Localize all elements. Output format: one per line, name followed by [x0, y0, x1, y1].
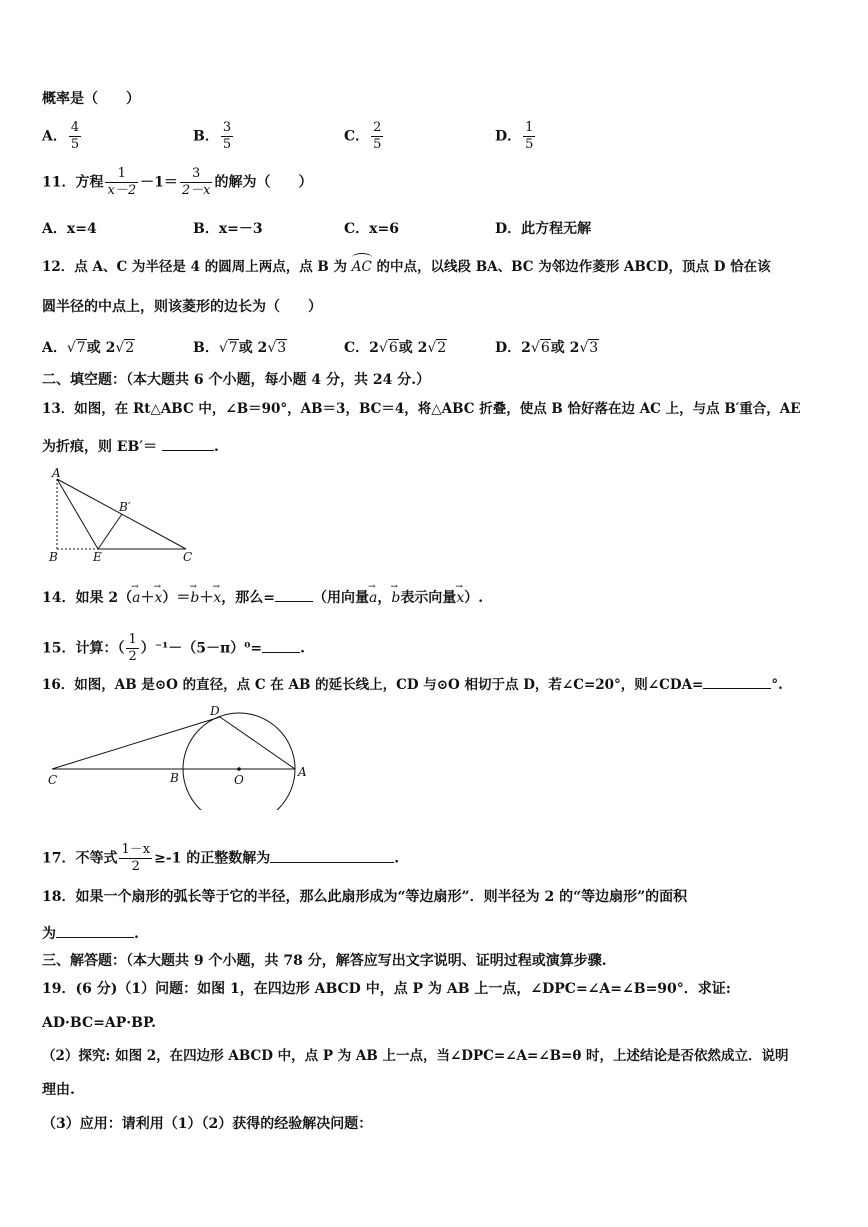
coef: 2 — [521, 340, 531, 356]
fraction — [119, 842, 152, 875]
q17-end: . — [394, 850, 400, 867]
sqrt: √6 — [530, 340, 550, 356]
numerator: 4 — [70, 120, 80, 135]
q11-option-d[interactable]: D．此方程无解 — [495, 221, 592, 237]
sqrt: √7 — [66, 340, 86, 356]
q19-line-2: AD·BC=AP·BP. — [42, 1015, 157, 1031]
q13-end: . — [213, 439, 219, 455]
q17-text — [42, 842, 399, 875]
label-d: D — [210, 704, 220, 718]
sqrt: √6 — [378, 340, 398, 356]
q18-end: . — [134, 926, 139, 942]
denominator: x－2 — [107, 183, 137, 198]
label-a: A — [298, 765, 307, 779]
q11-prefix: 11．方程 — [42, 174, 104, 191]
q12-option-a[interactable] — [42, 337, 135, 357]
numerator: 3 — [192, 166, 201, 181]
numerator: 1 — [117, 166, 126, 181]
circle-o — [183, 713, 295, 810]
sqrt: √7 — [218, 340, 238, 356]
sqrt: √3 — [579, 340, 599, 356]
q19-line-3: （2）探究: 如图 2，在四边形 ABCD 中，点 P 为 AB 上一点，当∠DPC=∠A=∠B=θ 时，上述结论是否依然成立．说明 — [42, 1048, 789, 1064]
q13-triangle-diagram — [40, 464, 210, 566]
center-point — [237, 767, 241, 771]
radicand: 2 — [125, 340, 135, 356]
coef: 2 — [369, 340, 379, 356]
q14-then: ，那么= — [221, 590, 275, 606]
q17-answer-blank[interactable] — [270, 848, 394, 863]
option-mid: 或 2 — [86, 340, 116, 356]
segment-eb-prime — [98, 514, 122, 549]
label-b-prime: B′ — [119, 500, 131, 514]
numerator: 1 — [525, 120, 534, 135]
option-letter: D． — [495, 340, 522, 356]
q16-answer-blank[interactable] — [703, 674, 771, 689]
q15-end: . — [300, 640, 306, 657]
option-letter: D． — [495, 128, 522, 145]
radicand: 6 — [540, 340, 550, 356]
q14-note: （用向量 — [312, 590, 369, 606]
numerator: 1 — [128, 632, 137, 647]
option-mid: 或 2 — [238, 340, 268, 356]
q19-line-5: （3）应用：请利用（1）（2）获得的经验解决问题： — [42, 1116, 373, 1132]
q11-suffix: 的解为（ ） — [214, 174, 313, 191]
q15-answer-blank[interactable] — [262, 638, 300, 653]
radicand: 6 — [388, 340, 398, 356]
vector-b: → b — [391, 589, 400, 607]
vector-b: → b — [190, 589, 199, 607]
label-c: C — [183, 550, 193, 564]
q10-option-a[interactable] — [42, 120, 83, 153]
q12-option-b[interactable] — [193, 337, 287, 357]
q14-note-end: ）. — [464, 590, 484, 606]
q12-text-b: 的中点，以线段 BA、BC 为邻边作菱形 ABCD，顶点 D 恰在该 — [376, 259, 771, 275]
vector-x: → x — [154, 589, 162, 607]
q15-prefix: 15．计算：（ — [42, 640, 125, 657]
option-letter: C． — [344, 340, 370, 356]
vector-x: → x — [213, 589, 221, 607]
q16-text — [42, 674, 783, 694]
option-letter: A． — [42, 340, 67, 356]
denominator: 5 — [373, 137, 382, 152]
q11-option-c[interactable]: C．x=6 — [344, 221, 399, 237]
q13-answer-blank[interactable] — [162, 436, 214, 451]
radicand: 2 — [437, 340, 447, 356]
radicand: 7 — [228, 340, 238, 356]
label-e: E — [93, 550, 102, 564]
q13-line-1: 13．如图，在 Rt△ABC 中，∠B＝90°，AB＝3，BC＝4，将△ABC 折叠，使点 B 恰好落在边 AC 上，与点 B′重合，AE — [42, 401, 801, 417]
q15-rest: ）⁻¹－（5－π）⁰= — [140, 640, 263, 657]
fraction — [126, 632, 138, 665]
q18-answer-blank[interactable] — [56, 923, 134, 938]
plus: ＋ — [140, 590, 155, 606]
vector-a: → a — [369, 589, 377, 607]
label-a: A — [52, 466, 61, 480]
q19-line-1: 19．(6 分)（1）问题：如图 1，在四边形 ABCD 中，点 P 为 AB 上一点，∠DPC=∠A=∠B=90°．求证: — [42, 981, 731, 997]
q19-line-4: 理由. — [42, 1082, 75, 1098]
sqrt: √2 — [427, 340, 447, 356]
label-b: B — [170, 771, 179, 785]
q14-text — [42, 587, 483, 607]
option-letter: B． — [193, 340, 219, 356]
q16-end: °. — [771, 677, 783, 693]
q18-line-1: 18．如果一个扇形的弧长等于它的半径，那么此扇形成为“等边扇形”．则半径为 2 的“等边扇形”的面积 — [42, 889, 688, 905]
denominator: 5 — [525, 137, 534, 152]
option-letter: A． — [42, 128, 67, 145]
q10-text: 概率是（ ） — [42, 91, 140, 107]
plus: ＋ — [199, 590, 214, 606]
q14-note: 表示向量 — [400, 590, 457, 606]
q11-option-b[interactable]: B．x=－3 — [193, 221, 263, 237]
q12-line-1 — [42, 258, 771, 276]
denominator: 2 — [119, 858, 152, 875]
vector-a: → a — [132, 589, 140, 607]
numerator: 2 — [373, 120, 382, 135]
q13-line-2 — [42, 436, 219, 456]
q12-text-a: 12．点 A、C 为半径是 4 的圆周上两点，点 B 为 — [42, 259, 348, 275]
fraction — [371, 120, 383, 153]
q13-text: 为折痕，则 EB′＝ — [42, 439, 158, 455]
fraction — [523, 120, 535, 153]
q12-option-d[interactable] — [495, 337, 599, 357]
q12-option-c[interactable] — [344, 337, 447, 357]
q18-line-2 — [42, 923, 139, 943]
option-letter: B． — [193, 128, 219, 145]
denominator: 5 — [70, 137, 80, 152]
fraction — [180, 166, 213, 199]
section-2-heading: 二、填空题：（本大题共 6 个小题，每小题 4 分，共 24 分.） — [42, 372, 431, 388]
numerator: 1－x — [121, 842, 151, 857]
option-mid: 或 2 — [398, 340, 428, 356]
q14-answer-blank[interactable] — [275, 587, 313, 602]
q14-prefix: 14．如果 2（ — [42, 590, 133, 606]
q16-circle-diagram — [40, 700, 320, 810]
segment-cd — [52, 717, 220, 769]
q17-prefix: 17．不等式 — [42, 850, 118, 867]
label-b: B — [49, 550, 58, 564]
option-letter: C． — [344, 128, 370, 145]
q10-option-d[interactable] — [495, 120, 537, 153]
radicand: 3 — [589, 340, 599, 356]
radicand: 3 — [277, 340, 287, 356]
q11-option-a[interactable]: A．x=4 — [42, 221, 97, 237]
q15-text — [42, 632, 305, 665]
q10-option-b[interactable] — [193, 120, 235, 153]
q12-line-2: 圆半径的中点上，则该菱形的边长为（ ） — [42, 299, 322, 315]
q11-text — [42, 166, 312, 199]
q10-option-c[interactable] — [344, 120, 385, 153]
q18-text: 为 — [42, 926, 56, 942]
segment-da — [220, 717, 295, 769]
sqrt: √2 — [115, 340, 135, 356]
vector-x: → x — [456, 589, 464, 607]
q14-eq: ）＝ — [162, 590, 191, 606]
fraction — [69, 120, 81, 153]
q16-body: 16．如图，AB 是⊙O 的直径，点 C 在 AB 的延长线上，CD 与⊙O 相切于点 D，若∠C=20°，则∠CDA= — [42, 677, 704, 693]
separator: ， — [377, 590, 392, 606]
option-mid: 或 2 — [550, 340, 580, 356]
arc-ac: AC — [351, 259, 372, 275]
denominator: 2－x — [181, 183, 211, 198]
section-3-heading: 三、解答题：（本大题共 9 个小题，共 78 分，解答应写出文字说明、证明过程或演算步骤. — [42, 953, 607, 969]
sqrt: √3 — [267, 340, 287, 356]
fraction — [105, 166, 138, 199]
q11-mid: －1＝ — [140, 174, 178, 191]
fraction — [221, 120, 233, 153]
segment-ae — [57, 479, 98, 549]
label-o: O — [234, 773, 244, 787]
radicand: 7 — [76, 340, 86, 356]
denominator: 2 — [128, 649, 137, 664]
q17-rest: ≥-1 的正整数解为 — [154, 850, 271, 867]
denominator: 5 — [222, 137, 232, 152]
numerator: 3 — [222, 120, 232, 135]
label-c: C — [48, 773, 58, 787]
